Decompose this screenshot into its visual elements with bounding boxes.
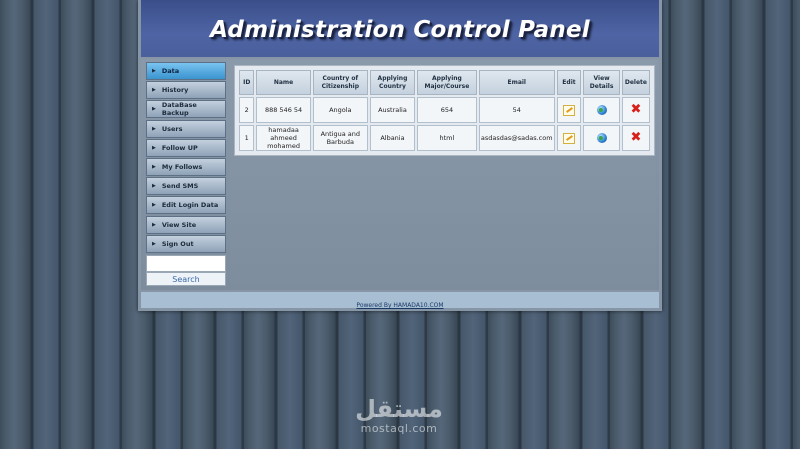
cell-view [583, 97, 619, 123]
cell-delete [622, 125, 650, 151]
mostaql-watermark [347, 395, 451, 435]
arrow-right-icon: ▶ [152, 68, 156, 74]
watermark-arabic: مستقل [355, 395, 443, 423]
delete-icon[interactable]: ✖ [630, 130, 642, 145]
cell-major: 654 [417, 97, 477, 123]
col-edit: Edit [557, 70, 582, 95]
sidebar-item-label: History [161, 86, 189, 95]
edit-icon[interactable] [563, 105, 575, 116]
table-row [239, 97, 650, 123]
sidebar-item-view-site[interactable] [146, 216, 226, 234]
arrow-right-icon: ▶ [152, 125, 156, 132]
arrow-right-icon: ▶ [152, 144, 156, 151]
cell-email: asdasdas@sadas.com [479, 125, 555, 151]
footer [141, 292, 659, 308]
cell-email: 54 [479, 97, 555, 123]
sidebar-item-follow-up[interactable] [146, 139, 226, 157]
main-area [141, 59, 659, 290]
col-country: Country of Citizenship [313, 70, 368, 95]
col-name: Name [256, 70, 310, 95]
table-row [239, 125, 650, 151]
search-button[interactable]: Search [146, 272, 226, 286]
sidebar-item-label: Data [161, 67, 180, 75]
arrow-right-icon: ▶ [152, 163, 156, 170]
arrow-right-icon: ▶ [152, 202, 156, 209]
sidebar-item-label: Sign Out [161, 239, 194, 248]
sidebar-item-database-backup[interactable] [146, 100, 226, 118]
cell-applying-country: Albania [370, 125, 415, 151]
cell-name: hamadaa ahmeed mohamed [256, 125, 310, 151]
cell-country: Antigua and Barbuda [313, 125, 368, 151]
watermark-latin: mostaql.com [360, 422, 438, 435]
sidebar-item-label: Edit Login Data [161, 201, 219, 210]
data-table-container [234, 65, 655, 156]
cell-delete [622, 97, 650, 123]
cell-id: 1 [239, 125, 254, 151]
cell-edit [557, 125, 582, 151]
sidebar-item-label: Follow UP [161, 143, 198, 152]
col-major: Applying Major/Course [417, 70, 477, 95]
sidebar-item-label: DataBase Backup [161, 101, 197, 118]
admin-frame [138, 0, 662, 311]
col-applying-country: Applying Country [370, 70, 415, 95]
content-panel [230, 61, 656, 290]
cell-id: 2 [239, 97, 254, 123]
arrow-right-icon: ▶ [152, 106, 156, 113]
col-view-details: View Details [583, 70, 619, 95]
search-input[interactable] [146, 255, 226, 272]
sidebar-item-send-sms[interactable] [146, 177, 226, 195]
arrow-right-icon: ▶ [152, 240, 156, 247]
sidebar-item-sign-out[interactable] [146, 235, 226, 253]
cell-edit [557, 97, 582, 123]
cell-name: 888 546 54 [256, 97, 310, 123]
cell-country: Angola [313, 97, 368, 123]
cell-applying-country: Australia [370, 97, 415, 123]
col-delete: Delete [622, 70, 650, 95]
sidebar-item-users[interactable] [146, 120, 226, 138]
col-email: Email [479, 70, 555, 95]
table-header-row [239, 70, 650, 95]
arrow-right-icon: ▶ [152, 221, 156, 228]
sidebar [146, 62, 226, 286]
powered-by-link[interactable]: Powered By HAMADA10.COM [356, 302, 444, 309]
header-banner [141, 0, 659, 57]
delete-icon[interactable]: ✖ [630, 102, 642, 117]
page-title: Administration Control Panel [210, 17, 590, 43]
arrow-right-icon: ▶ [152, 87, 156, 94]
cell-view [583, 125, 619, 151]
globe-icon[interactable] [597, 105, 607, 115]
sidebar-item-edit-login-data[interactable] [146, 196, 226, 214]
sidebar-item-label: Send SMS [161, 182, 199, 191]
col-id: ID [239, 70, 254, 95]
data-table [237, 68, 652, 153]
edit-icon[interactable] [563, 133, 575, 144]
sidebar-item-my-follows[interactable] [146, 158, 226, 176]
sidebar-item-label: View Site [161, 220, 197, 229]
sidebar-item-history[interactable] [146, 81, 226, 99]
sidebar-item-data[interactable] [146, 62, 226, 80]
sidebar-item-label: Users [161, 124, 183, 133]
sidebar-item-label: My Follows [161, 162, 203, 171]
globe-icon[interactable] [597, 133, 607, 143]
arrow-right-icon: ▶ [152, 183, 156, 190]
cell-major: html [417, 125, 477, 151]
